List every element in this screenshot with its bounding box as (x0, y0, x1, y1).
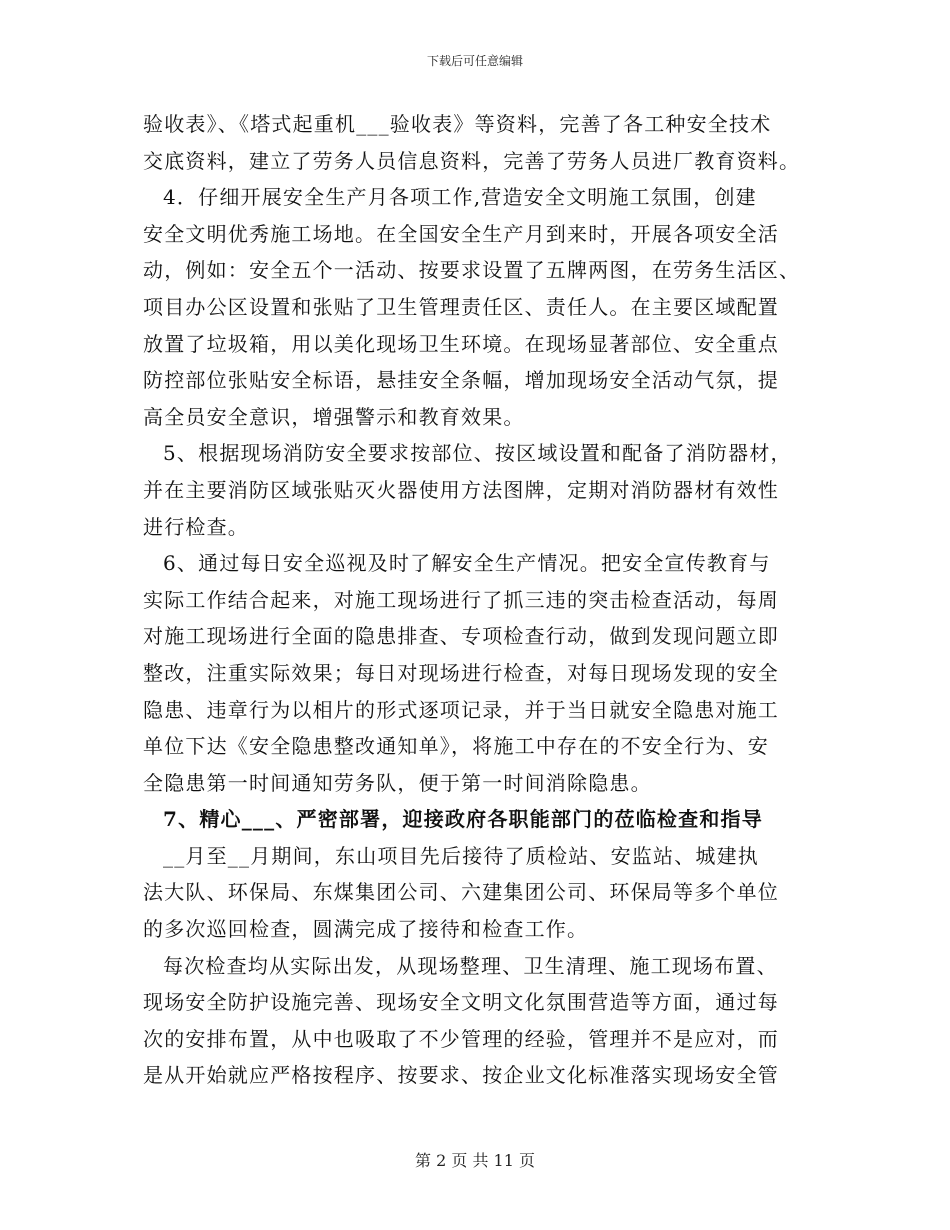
text-line: 高全员安全意识，增强警示和教育效果。 (143, 404, 525, 429)
document-body (143, 106, 823, 1094)
text-line: 现场安全防护设施完善、现场安全文明文化氛围营造等方面，通过每 (143, 990, 779, 1015)
text-line: 的多次巡回检查，圆满完成了接待和检查工作。 (143, 917, 589, 942)
text-line: 项目办公区设置和张贴了卫生管理责任区、责任人。在主要区域配置 (143, 294, 779, 319)
text-line: 法大队、环保局、东煤集团公司、六建集团公司、环保局等多个单位 (143, 880, 779, 905)
page-number: 第 2 页 共 11 页 (415, 1151, 535, 1170)
paragraph-5-first-line: 5、根据现场消防安全要求按部位、按区域设置和配备了消防器材， (163, 441, 792, 466)
text-line: 并在主要消防区域张贴灭火器使用方法图牌，定期对消防器材有效性 (143, 477, 779, 502)
paragraph-4-first-line: 4．仔细开展安全生产月各项工作,营造安全文明施工氛围，创建 (163, 185, 757, 210)
text-line: 实际工作结合起来，对施工现场进行了抓三违的突击检查活动，每周 (143, 587, 779, 612)
text-line: 单位下达《安全隐患整改通知单》，将施工中存在的不安全行为、安 (143, 734, 769, 759)
text-line: 验收表》、《塔式起重机___验收表》等资料，完善了各工种安全技术 (143, 112, 772, 136)
text-line: 放置了垃圾箱，用以美化现场卫生环境。在现场显著部位、安全重点 (143, 331, 779, 356)
paragraph-9-first-line: 每次检查均从实际出发，从现场整理、卫生清理、施工现场布置、 (163, 953, 778, 978)
text-line: 隐患、违章行为以相片的形式逐项记录，并于当日就安全隐患对施工 (143, 697, 779, 722)
text-line: 全隐患第一时间通知劳务队，便于第一时间消除隐患。 (143, 770, 652, 795)
text-line: 防控部位张贴安全标语，悬挂安全条幅，增加现场安全活动气氛，提 (143, 368, 779, 393)
text-line: 对施工现场进行全面的隐患排查、专项检查行动，做到发现问题立即 (143, 624, 779, 649)
text-line: 是从开始就应严格按程序、按要求、按企业文化标准落实现场安全管 (143, 1063, 779, 1088)
paragraph-8-first-line: __月至__月期间，东山项目先后接待了质检站、安监站、城建执 (163, 843, 759, 868)
section-7-heading: 7、精心___、严密部署，迎接政府各职能部门的莅临检查和指导 (163, 807, 763, 832)
page-header: 下载后可任意编辑 (426, 54, 523, 68)
text-line: 次的安排布置，从中也吸取了不少管理的经验，管理并不是应对，而 (143, 1026, 779, 1051)
text-line: 动，例如：安全五个一活动、按要求设置了五牌两图，在劳务生活区、 (143, 258, 801, 283)
text-line: 安全文明优秀施工场地。在全国安全生产月到来时，开展各项安全活 (143, 221, 779, 246)
text-line: 整改，注重实际效果；每日对现场进行检查，对每日现场发现的安全 (143, 660, 779, 685)
text-line: 交底资料，建立了劳务人员信息资料，完善了劳务人员进厂教育资料。 (143, 148, 801, 173)
paragraph-6-first-line: 6、通过每日安全巡视及时了解安全生产情况。把安全宣传教育与 (163, 551, 771, 576)
text-line: 进行检查。 (143, 514, 249, 539)
